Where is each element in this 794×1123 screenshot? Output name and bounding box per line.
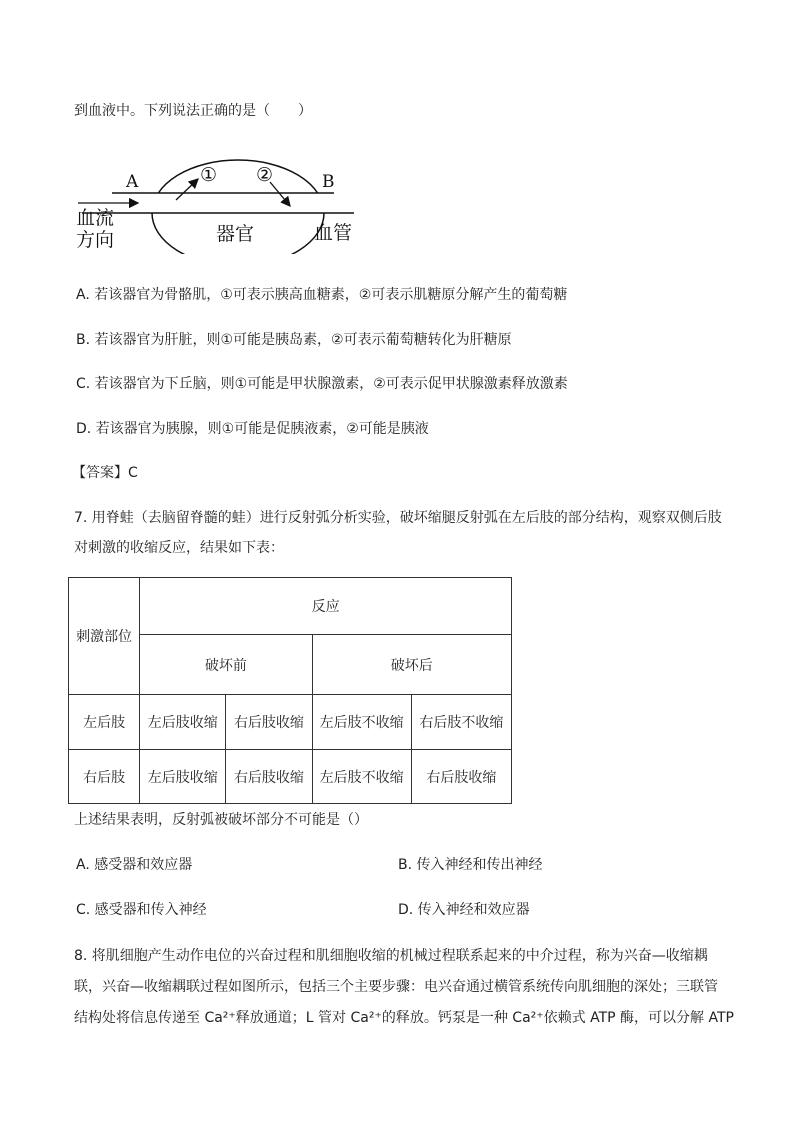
option-b: B. 若该器官为肝脏，则①可能是胰岛素，②可表示葡萄糖转化为肝糖原 <box>76 332 512 348</box>
marker-2: ② <box>256 164 274 186</box>
table-cell: 左后肢不收缩 <box>312 750 411 804</box>
q7-stem-line-1: 7. 用脊蛙（去脑留脊髓的蛙）进行反射弧分析实验，破坏缩腿反射弧在左后肢的部分结构，观察双侧后肢 <box>74 510 722 526</box>
q7-option-a: A. 感受器和效应器 <box>76 857 193 873</box>
table-cell: 右后肢不收缩 <box>411 695 511 750</box>
table-cell: 右后肢 <box>69 750 140 804</box>
table-header-before: 破坏前 <box>140 635 312 695</box>
table-cell: 右后肢收缩 <box>226 695 312 750</box>
table-cell: 左后肢收缩 <box>140 695 226 750</box>
option-a: A. 若该器官为骨骼肌，①可表示胰高血糖素，②可表示肌糖原分解产生的葡萄糖 <box>76 287 568 303</box>
organ-label: 器官 <box>216 223 255 245</box>
answer-label: 【答案】C <box>72 465 138 481</box>
table-header-reaction: 反应 <box>140 578 512 635</box>
q8-line-1: 8. 将肌细胞产生动作电位的兴奋过程和肌细胞收缩的机械过程联系起来的中介过程，称为兴奋—收缩耦 <box>74 948 708 964</box>
organ-blood-flow-diagram <box>72 150 372 254</box>
flow-direction-label-2: 方向 <box>76 229 115 251</box>
q7-option-b: B. 传入神经和传出神经 <box>398 857 543 873</box>
q7-stem-line-2: 对刺激的收缩反应，结果如下表： <box>74 540 284 556</box>
table-cell: 右后肢收缩 <box>411 750 511 804</box>
table-row <box>69 750 512 804</box>
q8-line-3: 结构处将信息传递至 Ca²⁺释放通道；L 管对 Ca²⁺的释放。钙泵是一种 Ca²⁺依赖式 ATP 酶，可以分解 ATP <box>74 1010 734 1026</box>
table-cell: 左后肢 <box>69 695 140 750</box>
option-c: C. 若该器官为下丘脑，则①可能是甲状腺激素，②可表示促甲状腺激素释放激素 <box>76 376 568 392</box>
table-header-after: 破坏后 <box>312 635 511 695</box>
table-cell: 左后肢不收缩 <box>312 695 411 750</box>
table-cell: 左后肢收缩 <box>140 750 226 804</box>
flow-direction-label-1: 血流 <box>76 207 115 229</box>
q8-line-2: 联，兴奋—收缩耦联过程如图所示，包括三个主要步骤：电兴奋通过横管系统传向肌细胞的深处；三联管 <box>74 979 718 995</box>
option-d: D. 若该器官为胰腺，则①可能是促胰液素，②可能是胰液 <box>76 421 429 437</box>
table-header-site: 刺激部位 <box>69 578 140 695</box>
label-b: B <box>322 172 335 192</box>
q7-conclusion: 上述结果表明，反射弧被破坏部分不可能是（） <box>74 812 368 828</box>
label-a: A <box>126 172 139 192</box>
table-row <box>69 695 512 750</box>
question-stem-tail: 到血液中。下列说法正确的是（ ） <box>74 103 312 119</box>
q7-option-c: C. 感受器和传入神经 <box>76 902 207 918</box>
marker-1: ① <box>200 164 218 186</box>
vessel-label: 血管 <box>314 222 353 244</box>
reflex-results-table <box>68 577 512 804</box>
q7-option-d: D. 传入神经和效应器 <box>398 902 530 918</box>
table-cell: 右后肢收缩 <box>226 750 312 804</box>
